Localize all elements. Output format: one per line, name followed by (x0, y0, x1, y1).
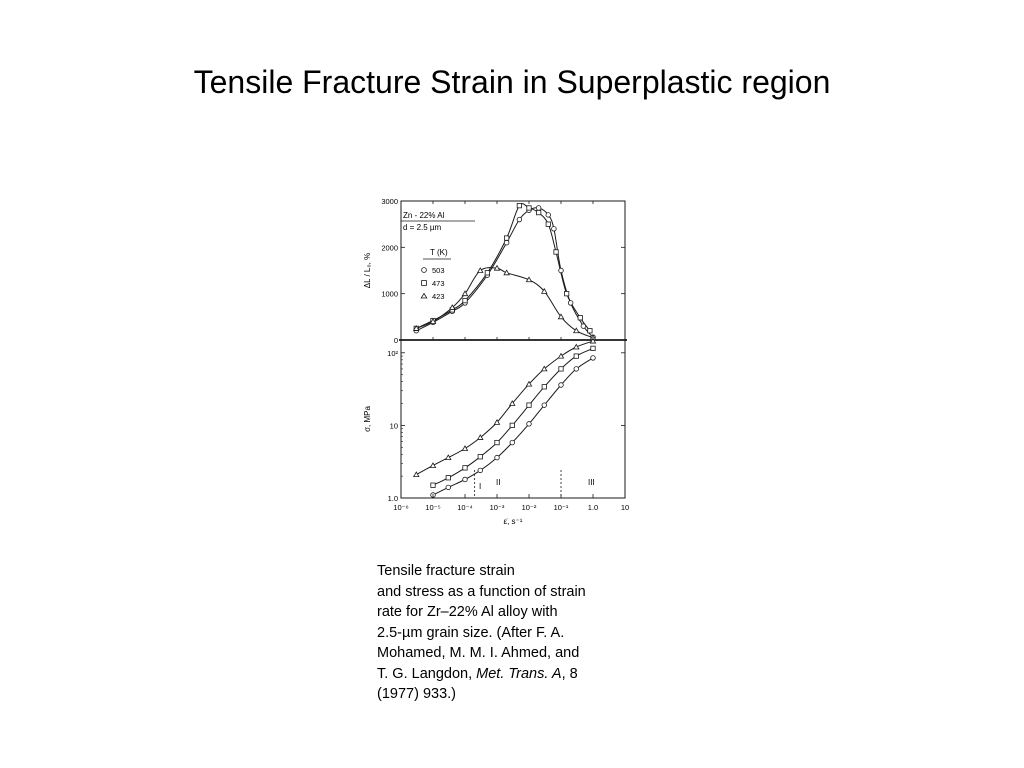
caption-line: and stress as a function of strain (377, 583, 586, 600)
stress-point-473K (446, 476, 450, 480)
x-tick-label: 10⁻² (521, 503, 537, 512)
stress-point-473K (431, 483, 435, 487)
caption-line (377, 666, 578, 682)
legend (421, 248, 451, 301)
elongation-point-473K (578, 316, 582, 320)
elongation-point-423K (478, 268, 483, 273)
stress-curve-423K (416, 341, 593, 475)
stress-point-503K (478, 468, 483, 473)
x-tick-label: 10⁻¹ (553, 503, 569, 512)
caption-line: Mohamed, M. M. I. Ahmed, and (377, 645, 580, 661)
top-y-tick-label: 2000 (381, 243, 398, 253)
stress-point-503K (574, 367, 579, 372)
elongation-point-473K (546, 222, 550, 226)
elongation-point-503K (517, 217, 522, 222)
stress-point-503K (559, 383, 564, 388)
stress-point-473K (574, 354, 578, 358)
elongation-point-503K (536, 206, 541, 211)
caption-line: Tensile fracture strain (377, 563, 515, 579)
elongation-point-503K (552, 227, 557, 232)
bottom-y-tick-label: 1.0 (387, 494, 398, 503)
top-y-tick-label: 3000 (381, 197, 398, 206)
stress-point-423K (462, 446, 467, 451)
legend-label-503: 503 (432, 266, 445, 275)
region-label-II: II (496, 478, 501, 487)
elongation-point-473K (504, 236, 508, 240)
elongation-point-473K (527, 206, 531, 210)
x-tick-label: 10⁻⁴ (457, 503, 473, 512)
elongation-point-473K (588, 329, 592, 333)
bottom-y-axis-label: σ, MPa (363, 406, 372, 432)
stress-point-423K (446, 455, 451, 460)
stress-point-473K (559, 367, 563, 371)
legend-label-423: 423 (432, 292, 445, 301)
stress-point-503K (527, 422, 532, 427)
alloy-annotation (401, 211, 475, 232)
elongation-point-473K (554, 250, 558, 254)
figure-caption (377, 561, 637, 705)
caption-line: 2.5-µm grain size. (After F. A. (377, 624, 565, 641)
x-axis-label: ε̇, s⁻¹ (503, 517, 523, 526)
stress-point-423K (414, 472, 419, 477)
stress-point-503K (446, 485, 451, 490)
strain-stress-figure (355, 185, 635, 530)
region-labels (479, 478, 595, 491)
stress-point-423K (430, 463, 435, 468)
stress-point-473K (527, 403, 531, 407)
stress-point-473K (510, 423, 514, 427)
x-tick-label: 10⁻⁵ (425, 503, 441, 512)
region-label-III: III (588, 478, 595, 487)
bottom-y-tick-label: 10² (387, 348, 398, 358)
x-tick-label: 10⁻³ (489, 503, 505, 512)
stress-point-473K (542, 385, 546, 389)
caption-line: rate for Zr–22% Al alloy with (377, 604, 558, 620)
legend-triangle-marker (421, 294, 427, 299)
x-tick-label: 1.0 (587, 503, 599, 512)
top-y-tick-label: 0 (393, 336, 398, 345)
elongation-point-503K (581, 324, 586, 329)
elongation-point-503K (559, 268, 564, 273)
elongation-point-473K (517, 203, 521, 207)
elongation-point-473K (564, 291, 568, 295)
stress-point-473K (591, 346, 595, 350)
stress-point-473K (478, 455, 482, 459)
x-tick-label: 10⁻⁶ (393, 503, 409, 512)
stress-point-503K (495, 455, 500, 460)
stress-point-423K (558, 354, 563, 359)
stress-point-503K (463, 477, 468, 482)
elongation-point-473K (463, 298, 467, 302)
stress-point-473K (463, 466, 467, 470)
annotation-line-1: Zn - 22% Al (403, 211, 445, 220)
region-label-I: I (479, 482, 482, 491)
bottom-y-tick-label: 10 (389, 421, 398, 431)
stress-point-473K (495, 440, 499, 444)
stress-point-503K (542, 403, 547, 408)
elongation-point-503K (546, 213, 551, 218)
legend-square-marker (422, 281, 427, 286)
top-y-axis-label: ΔL / L₀, % (363, 252, 372, 289)
elongation-point-503K (504, 240, 509, 245)
caption-line: (1977) 933.) (377, 686, 456, 702)
axis-labels (363, 197, 629, 526)
elongation-point-423K (574, 328, 579, 333)
stress-point-503K (510, 440, 515, 445)
legend-circle-marker (422, 268, 427, 273)
elongation-point-473K (485, 271, 489, 275)
legend-label-473: 473 (432, 279, 445, 288)
elongation-point-503K (568, 301, 573, 306)
caption-journal-name: Met. Trans. A (476, 665, 562, 682)
caption-citation-authors: T. G. Langdon, (377, 665, 477, 682)
stress-curve-473K (433, 348, 593, 485)
slide-title: Tensile Fracture Strain in Superplastic region (193, 64, 831, 100)
annotation-line-2: d = 2.5 µm (403, 223, 442, 232)
legend-title: T (K) (430, 248, 448, 257)
x-tick-label: 10 (620, 503, 630, 512)
top-y-tick-label: 1000 (381, 289, 398, 299)
stress-point-503K (591, 356, 596, 361)
caption-volume: , 8 (561, 665, 578, 682)
elongation-point-473K (536, 210, 540, 214)
